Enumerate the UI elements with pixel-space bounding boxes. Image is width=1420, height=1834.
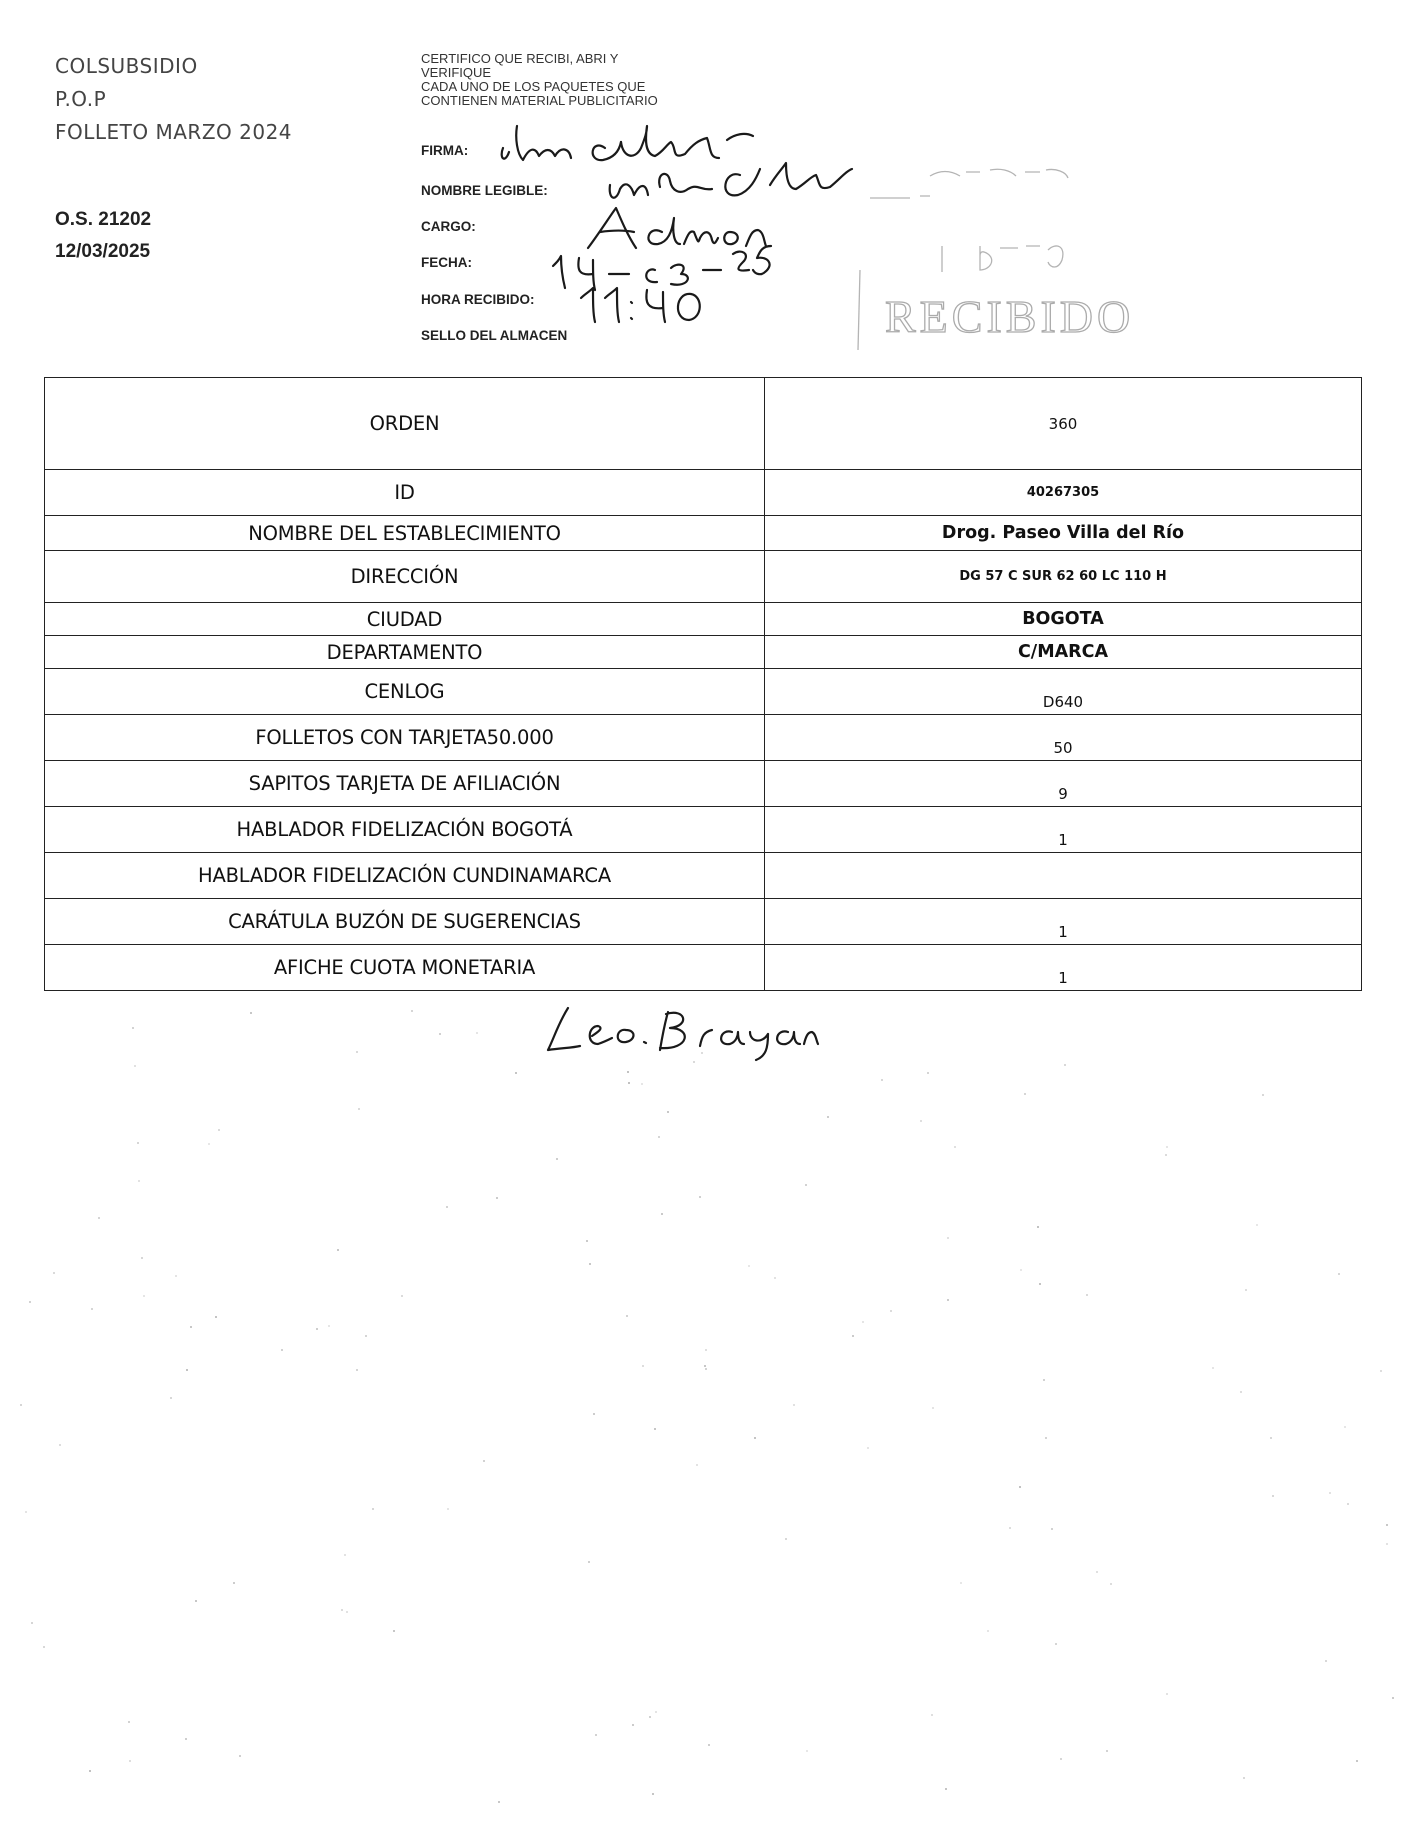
scan-speck xyxy=(186,1369,188,1371)
scan-speck xyxy=(496,1197,498,1199)
scan-speck xyxy=(954,1146,956,1148)
scan-speck xyxy=(862,1321,864,1323)
row-label: NOMBRE DEL ESTABLECIMIENTO xyxy=(45,516,765,551)
scan-speck xyxy=(1256,1224,1258,1226)
scan-speck xyxy=(1039,1283,1041,1285)
scan-speck xyxy=(701,1052,703,1054)
scan-speck xyxy=(987,1630,989,1632)
scan-speck xyxy=(208,1143,210,1145)
date-label: FECHA: xyxy=(421,255,472,270)
scan-speck xyxy=(793,1404,795,1406)
scan-speck xyxy=(29,1301,31,1303)
scan-speck xyxy=(890,1310,892,1312)
scan-speck xyxy=(1386,1543,1388,1545)
scan-speck xyxy=(185,1738,187,1740)
row-label: ID xyxy=(45,470,765,516)
scan-speck xyxy=(515,1072,517,1074)
scan-speck xyxy=(708,1744,710,1746)
company-subtitle: P.O.P xyxy=(55,87,107,111)
scan-speck xyxy=(655,1711,657,1713)
scan-speck xyxy=(218,1129,220,1131)
table-row xyxy=(45,715,1362,761)
scan-speck xyxy=(632,1724,634,1726)
scan-speck xyxy=(661,1213,663,1215)
row-value: C/MARCA xyxy=(765,636,1362,669)
scan-speck xyxy=(446,1206,448,1208)
row-label: ORDEN xyxy=(45,378,765,470)
scan-speck xyxy=(138,1180,140,1182)
scan-speck xyxy=(754,1437,756,1439)
scan-speck xyxy=(1110,1583,1112,1585)
scan-speck xyxy=(1240,1391,1242,1393)
time-received-label: HORA RECIBIDO: xyxy=(421,292,535,307)
table-row xyxy=(45,807,1362,853)
scan-speck xyxy=(447,1508,449,1510)
row-label: DIRECCIÓN xyxy=(45,551,765,603)
scan-speck xyxy=(1262,1094,1264,1096)
scan-speck xyxy=(250,1012,252,1014)
scan-speck xyxy=(920,1120,922,1122)
row-label: FOLLETOS CON TARJETA50.000 xyxy=(45,715,765,761)
certification-line: CADA UNO DE LOS PAQUETES QUE xyxy=(421,79,646,94)
certification-line: CONTIENEN MATERIAL PUBLICITARIO xyxy=(421,93,658,108)
scan-speck xyxy=(699,1196,701,1198)
table-row xyxy=(45,669,1362,715)
scan-speck xyxy=(239,1755,241,1757)
scan-speck xyxy=(652,1793,654,1795)
scan-speck xyxy=(1051,1528,1053,1530)
scan-speck xyxy=(1055,1643,1057,1645)
scan-speck xyxy=(658,1136,660,1138)
table-row xyxy=(45,945,1362,991)
row-value: D640 xyxy=(765,669,1362,715)
scan-speck xyxy=(170,1397,172,1399)
scan-speck xyxy=(705,1349,707,1351)
scan-speck xyxy=(129,1760,131,1762)
scan-speck xyxy=(805,1184,807,1186)
scan-speck xyxy=(628,1082,630,1084)
certification-line: CERTIFICO QUE RECIBI, ABRI Y xyxy=(421,51,619,66)
scan-speck xyxy=(341,1609,343,1611)
scan-speck xyxy=(393,1630,395,1632)
scan-speck xyxy=(137,1142,139,1144)
table-row xyxy=(45,470,1362,516)
stamp-text: RECIBIDO xyxy=(885,291,1135,342)
row-value: Drog. Paseo Villa del Río xyxy=(765,516,1362,551)
scan-speck xyxy=(947,1237,949,1239)
scan-speck xyxy=(328,1325,330,1327)
scan-speck xyxy=(20,1404,22,1406)
scan-speck xyxy=(372,1508,374,1510)
table-row xyxy=(45,761,1362,807)
scan-speck xyxy=(932,1407,934,1409)
scan-speck xyxy=(852,1335,854,1337)
scan-speck xyxy=(132,1027,134,1029)
scan-speck xyxy=(705,1368,707,1370)
row-value: 40267305 xyxy=(765,470,1362,516)
scan-speck xyxy=(867,1447,869,1449)
scan-speck xyxy=(1037,1226,1039,1228)
scan-speck xyxy=(233,1582,235,1584)
scan-speck xyxy=(1165,1154,1167,1156)
handwritten-time xyxy=(575,280,715,330)
scan-speck xyxy=(43,1646,45,1648)
scan-speck xyxy=(31,1622,33,1624)
scan-speck xyxy=(1045,1437,1047,1439)
table-row xyxy=(45,899,1362,945)
row-value: BOGOTA xyxy=(765,603,1362,636)
row-value: 50 xyxy=(765,715,1362,761)
scan-speck xyxy=(128,1721,130,1723)
brochure-title: FOLLETO MARZO 2024 xyxy=(55,120,293,144)
scan-speck xyxy=(53,1272,55,1274)
scan-speck xyxy=(134,1065,136,1067)
scan-speck xyxy=(960,1582,962,1584)
scan-speck xyxy=(365,1335,367,1337)
footer-signature xyxy=(540,998,820,1063)
row-label: AFICHE CUOTA MONETARIA xyxy=(45,945,765,991)
scan-speck xyxy=(25,1511,27,1513)
row-label: HABLADOR FIDELIZACIÓN CUNDINAMARCA xyxy=(45,853,765,899)
scan-speck xyxy=(667,1111,669,1113)
scan-speck xyxy=(947,1299,949,1301)
scan-speck xyxy=(358,1108,360,1110)
scan-speck xyxy=(195,1600,197,1602)
scan-speck xyxy=(1020,1269,1022,1271)
scan-speck xyxy=(1166,1693,1168,1695)
scan-speck xyxy=(190,1326,192,1328)
row-label: SAPITOS TARJETA DE AFILIACIÓN xyxy=(45,761,765,807)
scan-speck xyxy=(1272,1495,1274,1497)
table-row xyxy=(45,636,1362,669)
scan-speck xyxy=(1329,1492,1331,1494)
scan-speck xyxy=(595,1734,597,1736)
row-value: 9 xyxy=(765,761,1362,807)
scan-speck xyxy=(1243,1777,1245,1779)
warehouse-stamp xyxy=(850,150,1180,350)
scan-speck xyxy=(1019,1486,1021,1488)
service-order-date: 12/03/2025 xyxy=(55,241,151,262)
scan-speck xyxy=(344,1554,346,1556)
scan-speck xyxy=(411,1010,413,1012)
scan-speck xyxy=(1347,1503,1349,1505)
scan-speck xyxy=(1325,1660,1327,1662)
scan-speck xyxy=(881,1079,883,1081)
scan-speck xyxy=(91,1308,93,1310)
scan-speck xyxy=(642,1365,644,1367)
row-label: CENLOG xyxy=(45,669,765,715)
scan-speck xyxy=(1106,1750,1108,1752)
scan-speck xyxy=(1212,1367,1214,1369)
row-label: CARÁTULA BUZÓN DE SUGERENCIAS xyxy=(45,899,765,945)
scan-speck xyxy=(1392,1697,1394,1699)
scan-speck xyxy=(356,1051,358,1053)
scan-speck xyxy=(785,1538,787,1540)
scan-speck xyxy=(588,1561,590,1563)
delivery-table xyxy=(44,377,1362,991)
scan-speck xyxy=(1166,1146,1168,1148)
scan-speck xyxy=(1060,1758,1062,1760)
scan-speck xyxy=(1096,1571,1098,1573)
legible-name-label: NOMBRE LEGIBLE: xyxy=(421,183,548,198)
row-value: 1 xyxy=(765,899,1362,945)
scan-speck xyxy=(586,1240,588,1242)
scan-speck xyxy=(931,1714,933,1716)
row-label: HABLADOR FIDELIZACIÓN BOGOTÁ xyxy=(45,807,765,853)
certification-text xyxy=(421,52,741,108)
scan-speck xyxy=(59,1444,61,1446)
scan-speck xyxy=(1009,1527,1011,1529)
service-order-block xyxy=(55,204,151,268)
scan-speck xyxy=(696,1464,698,1466)
scan-speck xyxy=(175,1275,177,1277)
company-name: COLSUBSIDIO xyxy=(55,54,198,78)
scan-speck xyxy=(1086,1294,1088,1296)
signature-label: FIRMA: xyxy=(421,143,469,158)
scan-speck xyxy=(654,1428,656,1430)
table-row xyxy=(45,853,1362,899)
scan-speck xyxy=(649,1716,651,1718)
table-row xyxy=(45,516,1362,551)
certification-line: VERIFIQUE xyxy=(421,65,492,80)
row-label: CIUDAD xyxy=(45,603,765,636)
row-value: 1 xyxy=(765,807,1362,853)
scan-speck xyxy=(281,1349,283,1351)
scan-speck xyxy=(627,1071,629,1073)
scan-speck xyxy=(498,1801,500,1803)
company-block xyxy=(55,50,292,149)
scan-speck xyxy=(945,1788,947,1790)
scan-speck xyxy=(1386,1524,1388,1526)
service-order-number: O.S. 21202 xyxy=(55,209,152,230)
scan-speck xyxy=(215,1316,217,1318)
scan-speck xyxy=(641,1083,643,1085)
scan-speck xyxy=(774,1277,776,1279)
scan-speck xyxy=(693,1061,695,1063)
scan-speck xyxy=(316,1328,318,1330)
scan-speck xyxy=(704,1365,706,1367)
scan-speck xyxy=(356,1369,358,1371)
scan-speck xyxy=(1380,1370,1382,1372)
warehouse-seal-label: SELLO DEL ALMACEN xyxy=(421,328,568,343)
scan-speck xyxy=(1344,1426,1346,1428)
scan-speck xyxy=(1270,1437,1272,1439)
scan-speck xyxy=(346,1611,348,1613)
scan-speck xyxy=(439,1033,441,1035)
scan-speck xyxy=(593,1413,595,1415)
scan-speck xyxy=(337,1249,339,1251)
scan-speck xyxy=(89,1770,91,1772)
scan-speck xyxy=(626,1315,628,1317)
scan-speck xyxy=(1245,1289,1247,1291)
table-row xyxy=(45,378,1362,470)
row-value: 360 xyxy=(765,378,1362,470)
row-value xyxy=(765,853,1362,899)
scan-speck xyxy=(1338,1273,1340,1275)
scan-speck xyxy=(589,1263,591,1265)
scan-speck xyxy=(401,1295,403,1297)
scan-speck xyxy=(827,1116,829,1118)
table-row xyxy=(45,551,1362,603)
table-row xyxy=(45,603,1362,636)
row-value: DG 57 C SUR 62 60 LC 110 H xyxy=(765,551,1362,603)
scan-speck xyxy=(143,1295,145,1297)
scan-speck xyxy=(556,1158,558,1160)
scan-speck xyxy=(806,1750,808,1752)
scan-speck xyxy=(748,1265,750,1267)
scan-speck xyxy=(1043,1379,1045,1381)
position-label: CARGO: xyxy=(421,219,476,234)
scan-speck xyxy=(476,1032,478,1034)
scan-speck xyxy=(483,1460,485,1462)
row-label: DEPARTAMENTO xyxy=(45,636,765,669)
scan-speck xyxy=(141,1257,143,1259)
scan-speck xyxy=(1024,1093,1026,1095)
row-value: 1 xyxy=(765,945,1362,991)
scan-speck xyxy=(1356,1760,1358,1762)
scan-speck xyxy=(1064,1064,1066,1066)
scan-speck xyxy=(98,1217,100,1219)
scan-speck xyxy=(927,1072,929,1074)
